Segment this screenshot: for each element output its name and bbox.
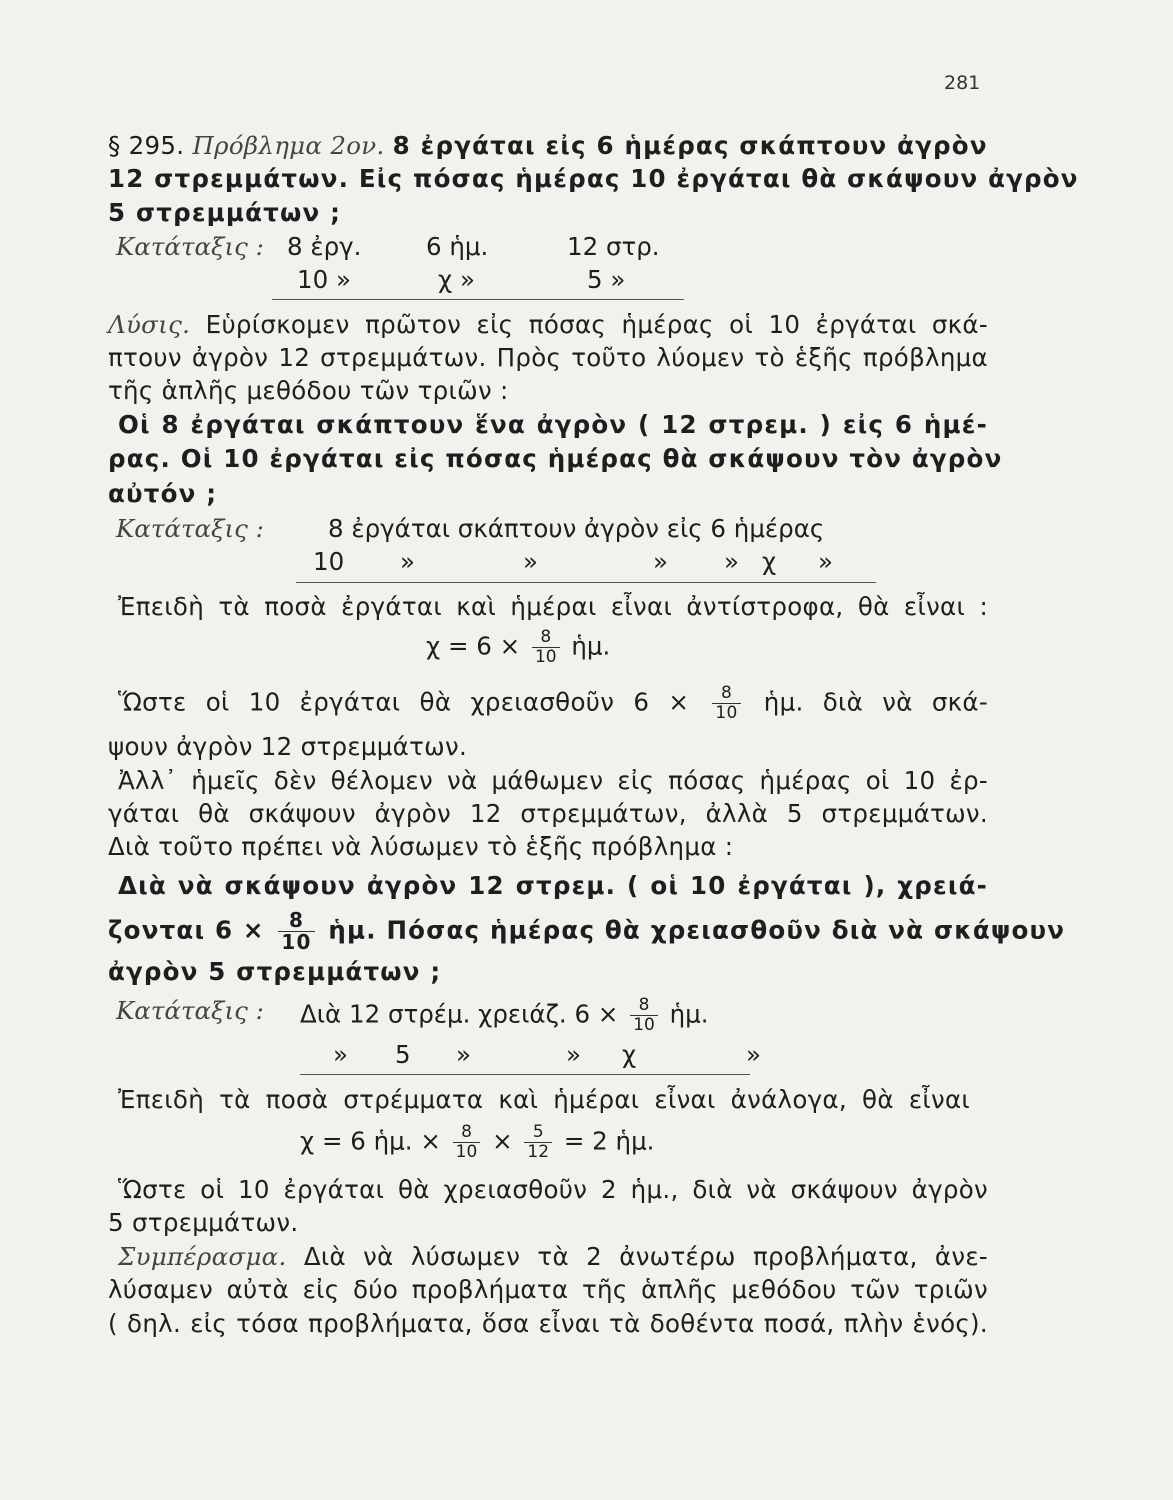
arrangement-divider bbox=[300, 1074, 750, 1075]
fraction bbox=[453, 1123, 481, 1162]
fraction-numerator: 8 bbox=[638, 995, 650, 1015]
arrangement-cell: 6 ἡμ. bbox=[426, 232, 489, 261]
formula-text: χ = 6 × bbox=[426, 631, 521, 661]
solution-line3: τῆς ἁπλῆς μεθόδου τῶν τριῶν : bbox=[108, 376, 509, 405]
conclusion1-line1 bbox=[118, 684, 988, 723]
fraction-denominator: 10 bbox=[712, 703, 740, 723]
page-number: 281 bbox=[944, 72, 981, 94]
arrangement-cell: χ » bbox=[438, 265, 475, 294]
conclusion-text: ἡμ. διὰ νὰ σκά- bbox=[763, 687, 988, 717]
conclusion1-line2: ψουν ἀγρὸν 12 στρεμμάτων. bbox=[108, 732, 468, 761]
fraction-numerator: 8 bbox=[720, 683, 733, 703]
arrangement-divider bbox=[296, 582, 876, 583]
problem-statement-line2: 12 στρεμμάτων. Εἰς πόσας ἡμέρας 10 ἐργάται θὰ σκάψουν ἀγρὸν bbox=[108, 164, 1079, 193]
subproblem1-line1: Οἱ 8 ἐργάται σκάπτουν ἕνα ἀγρὸν ( 12 στρεμ. ) εἰς 6 ἡμέ- bbox=[118, 410, 988, 439]
fraction-numerator: 8 bbox=[461, 1122, 472, 1142]
formula-text: χ = 6 ἡμ. × bbox=[300, 1126, 441, 1156]
conclusion2-line1: Ὥστε οἱ 10 ἐργάται θὰ χρειασθοῦν 2 ἡμ., διὰ νὰ σκάψουν ἀγρὸν bbox=[118, 1175, 988, 1204]
step2-line1: Ἐπειδὴ τὰ ποσὰ στρέμματα καὶ ἡμέραι εἶναι ἀνάλογα, θὰ εἶναι bbox=[118, 1085, 970, 1114]
fraction-numerator: 8 bbox=[288, 908, 305, 932]
section-title: Πρόβλημα 2ον. bbox=[192, 131, 385, 160]
arrangement-cell: » bbox=[818, 547, 833, 576]
solution-text: Εὑρίσκομεν πρῶτον εἰς πόσας ἡμέρας οἱ 10 ἐργάται σκά- bbox=[205, 310, 988, 339]
arrangement-label: Κατάταξις : bbox=[116, 514, 264, 543]
formula-text: = 2 ἡμ. bbox=[563, 1126, 655, 1156]
section-heading bbox=[108, 131, 988, 161]
problem-statement-line3: 5 στρεμμάτων ; bbox=[108, 198, 342, 227]
fraction bbox=[712, 684, 740, 723]
arrangement-cell: » bbox=[523, 547, 538, 576]
arrangement-text: ἡμ. bbox=[669, 999, 709, 1029]
subproblem-text: ἡμ. Πόσας ἡμέρας θὰ χρειασθοῦν διὰ νὰ σκάψουν bbox=[328, 915, 1066, 945]
arrangement-cell: » bbox=[566, 1040, 581, 1069]
arrangement-cell: 8 ἐργάται σκάπτουν ἀγρὸν εἰς 6 ἡμέρας bbox=[328, 514, 825, 543]
arrangement-row bbox=[300, 996, 709, 1035]
subproblem2-line3: ἀγρὸν 5 στρεμμάτων ; bbox=[108, 957, 442, 986]
formula-text: ἡμ. bbox=[571, 631, 611, 661]
fraction bbox=[532, 628, 560, 667]
arrangement-cell: » bbox=[456, 1040, 471, 1069]
summary-label: Συμπέρασμα. bbox=[118, 1242, 287, 1271]
fraction bbox=[630, 996, 658, 1035]
arrangement-cell: 8 ἐργ. bbox=[287, 232, 362, 261]
formula-text: × bbox=[492, 1126, 513, 1156]
arrangement-cell: » bbox=[653, 547, 668, 576]
summary-line1 bbox=[118, 1242, 988, 1272]
fraction-denominator: 10 bbox=[532, 647, 560, 667]
summary-line3: ( δηλ. εἰς τόσα προβλήματα, ὅσα εἶναι τὰ δοθέντα ποσά, πλὴν ἑνός). bbox=[108, 1309, 988, 1338]
arrangement-cell: » bbox=[400, 547, 415, 576]
problem-statement-line1: 8 ἐργάται εἰς 6 ἡμέρας σκάπτουν ἀγρὸν bbox=[392, 131, 988, 160]
arrangement-cell: χ bbox=[762, 547, 777, 576]
conclusion-text: Ὥστε οἱ 10 ἐργάται θὰ χρειασθοῦν 6 × bbox=[118, 687, 690, 717]
transition-line1: Ἀλλ᾽ ἡμεῖς δὲν θέλομεν νὰ μάθωμεν εἰς πόσας ἡμέρας οἱ 10 ἐρ- bbox=[118, 766, 988, 795]
arrangement-cell: 10 » bbox=[297, 265, 351, 294]
arrangement-cell: » bbox=[746, 1040, 761, 1069]
arrangement-label: Κατάταξις : bbox=[116, 232, 264, 261]
fraction bbox=[524, 1123, 552, 1162]
arrangement-label: Κατάταξις : bbox=[116, 996, 264, 1025]
subproblem-text: ζονται 6 × bbox=[108, 915, 265, 945]
step1-line1: Ἐπειδὴ τὰ ποσὰ ἐργάται καὶ ἡμέραι εἶναι ἀντίστροφα, θὰ εἶναι : bbox=[118, 592, 988, 621]
subproblem1-line3: αὐτόν ; bbox=[108, 479, 218, 508]
solution-line1 bbox=[108, 310, 988, 340]
fraction-denominator: 12 bbox=[524, 1142, 552, 1162]
transition-line2: γάται θὰ σκάψουν ἀγρὸν 12 στρεμμάτων, ἀλλὰ 5 στρεμμάτων. bbox=[108, 799, 988, 828]
solution-label: Λύσις. bbox=[108, 310, 191, 339]
subproblem2-line2 bbox=[108, 908, 1066, 954]
subproblem2-line1: Διὰ νὰ σκάψουν ἀγρὸν 12 στρεμ. ( οἱ 10 ἐργάται ), χρειά- bbox=[118, 871, 988, 900]
fraction-numerator: 8 bbox=[540, 627, 552, 647]
fraction-denominator: 10 bbox=[630, 1015, 658, 1035]
arrangement-cell: 5 » bbox=[587, 265, 626, 294]
fraction-denominator: 10 bbox=[278, 931, 314, 953]
summary-text: Διὰ νὰ λύσωμεν τὰ 2 ἀνωτέρω προβλήματα, ἀνε- bbox=[303, 1242, 989, 1271]
arrangement-text: Διὰ 12 στρέμ. χρειάζ. 6 × bbox=[300, 999, 619, 1029]
subproblem1-line2: ρας. Οἱ 10 ἐργάται εἰς πόσας ἡμέρας θὰ σκάψουν τὸν ἀγρὸν bbox=[108, 444, 1003, 473]
arrangement-cell: 10 bbox=[313, 547, 345, 576]
arrangement-cell: » bbox=[724, 547, 739, 576]
arrangement-cell: 5 bbox=[395, 1040, 411, 1069]
arrangement-cell: 12 στρ. bbox=[567, 232, 660, 261]
section-number: § 295. bbox=[108, 131, 185, 160]
summary-line2: λύσαμεν αὐτὰ εἰς δύο προβλήματα τῆς ἁπλῆς μεθόδου τῶν τριῶν bbox=[108, 1275, 988, 1304]
formula1 bbox=[426, 628, 610, 667]
fraction-numerator: 5 bbox=[532, 1122, 544, 1142]
fraction bbox=[278, 910, 314, 953]
solution-line2: πτουν ἀγρὸν 12 στρεμμάτων. Πρὸς τοῦτο λύομεν τὸ ἑξῆς πρόβλημα bbox=[108, 343, 988, 372]
transition-line3: Διὰ τοῦτο πρέπει νὰ λύσωμεν τὸ ἑξῆς πρόβλημα : bbox=[108, 832, 734, 861]
arrangement-cell: » bbox=[333, 1040, 348, 1069]
formula2 bbox=[300, 1123, 654, 1162]
arrangement-cell: χ bbox=[622, 1040, 637, 1069]
arrangement-divider bbox=[272, 299, 684, 300]
conclusion2-line2: 5 στρεμμάτων. bbox=[108, 1208, 299, 1237]
fraction-denominator: 10 bbox=[453, 1142, 481, 1162]
